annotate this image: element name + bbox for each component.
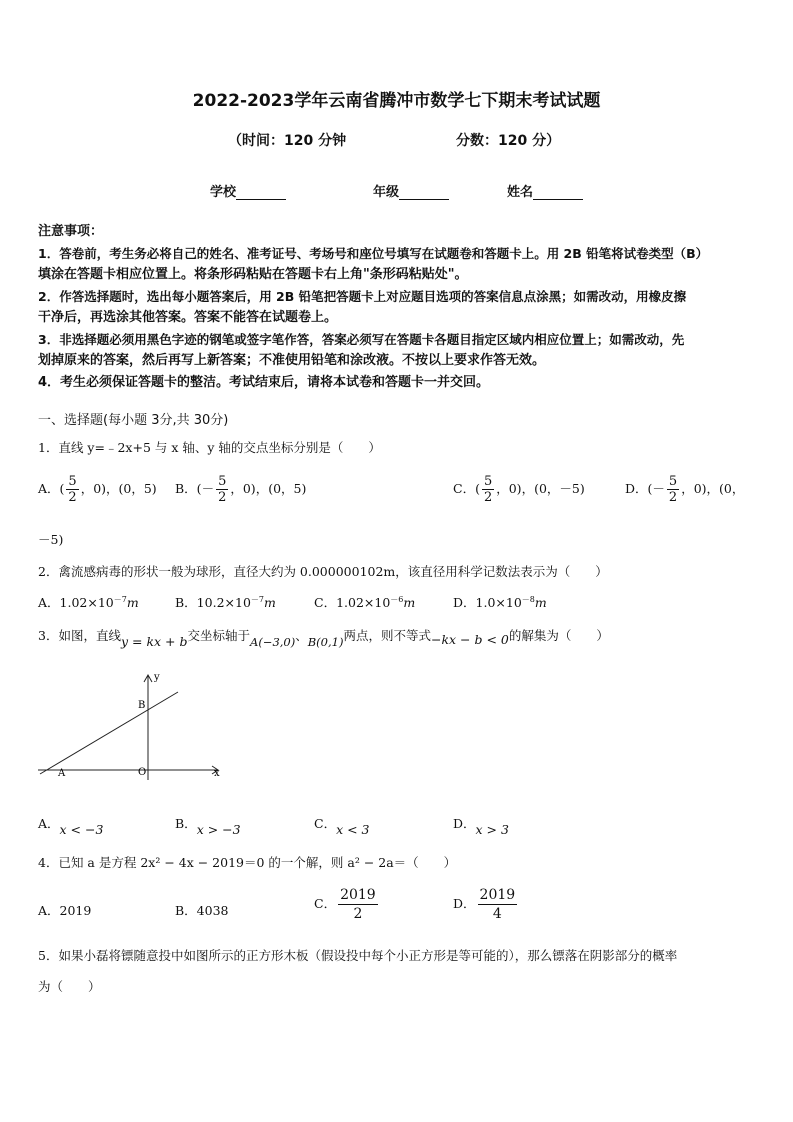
q2-option-d[interactable]: D．$1.0\times 10^{-8}m$	[453, 594, 547, 610]
fraction: $\frac{5}{2}$	[68, 474, 77, 505]
q3-option-d[interactable]: D．x > 3	[453, 816, 509, 837]
notes-heading: 注意事项：	[38, 224, 104, 239]
q1-c-pre: C．(	[453, 481, 480, 496]
fraction: $\frac{2019}{4}$	[479, 887, 516, 922]
notes-line: 2．作答选择题时，选出每小题答案后，用 2B 铅笔把答题卡上对应题目选项的答案信息点涂黑；如需改动，用橡皮擦	[38, 288, 687, 304]
q1-option-d-wrap: －5)	[38, 532, 64, 547]
grade-field	[373, 181, 449, 200]
q3-option-b[interactable]: B．x > −3	[175, 816, 241, 837]
q2-option-b[interactable]: B．$10.2\times 10^{-7}m$	[175, 594, 276, 610]
q1-c-post: ，0)，(0，－5)	[496, 481, 585, 496]
name-label: 姓名	[507, 185, 534, 200]
fraction: $\frac{5}{2}$	[483, 474, 493, 505]
q4-stem: 4．已知 a 是方程 2x² − 4x − 2019＝0 的一个解，则 a² − 2a＝（ ）	[38, 855, 457, 870]
section-heading: 一、选择题(每小题 3分,共 30分)	[38, 413, 229, 428]
point-a-label: A	[58, 768, 66, 779]
notes-line: 4．考生必须保证答题卡的整洁。考试结束后，请将本试卷和答题卡一并交回。	[38, 374, 490, 390]
q1-option-c[interactable]	[453, 474, 585, 505]
q1-stem: 1．直线 y=﹣2x+5 与 x 轴、y 轴的交点坐标分别是（ ）	[38, 440, 381, 455]
q1-a-pre: A．(	[38, 481, 65, 496]
q3-option-a[interactable]: A．x < −3	[38, 816, 104, 837]
q4-option-c[interactable]: C． $\frac{2019}{2}$	[314, 887, 376, 922]
grade-label: 年级	[373, 185, 400, 200]
school-blank	[236, 185, 286, 200]
exam-time: （时间：120 分钟	[228, 133, 347, 149]
fraction: $\frac{2019}{2}$	[340, 887, 376, 922]
notes-block	[38, 221, 762, 393]
q4-option-b[interactable]: B．4038	[175, 903, 229, 918]
school-field	[210, 181, 286, 200]
line-ab	[40, 692, 178, 774]
q1-b-post: ，0)，(0，5)	[230, 481, 307, 496]
fraction: $\frac{5}{2}$	[668, 474, 678, 505]
exam-title: 2022-2023学年云南省腾冲市数学七下期末考试试题	[192, 91, 601, 111]
q5-stem-line1: 5．如果小磊将镖随意投中如图所示的正方形木板（假设投中每个小正方形是等可能的），那么镖落在阴影部分的概率	[38, 948, 678, 963]
q3-stem: 3．如图，直线y = kx + b交坐标轴于A(−3,0)、B(0,1)两点，则不等式−kx − b < 0的解集为（ ）	[38, 628, 609, 649]
q5-stem-line2: 为（ ）	[38, 979, 101, 994]
x-axis-label: x	[214, 768, 220, 779]
q4-option-a[interactable]: A．2019	[38, 903, 92, 918]
y-axis-label: y	[154, 672, 160, 683]
name-field	[507, 181, 583, 200]
q4-option-d[interactable]: D． $\frac{2019}{4}$	[453, 887, 516, 922]
q3-line-graph	[36, 668, 226, 783]
point-b-label: B	[138, 700, 146, 711]
q1-d-pre: D．(－	[625, 481, 665, 496]
q1-option-d[interactable]	[625, 474, 744, 505]
q2-option-c[interactable]: C．$1.02\times 10^{-6}m$	[314, 594, 416, 610]
origin-label: O	[138, 767, 147, 778]
q2-stem: 2．禽流感病毒的形状一般为球形，直径大约为 0.000000102m，该直径用科学记数法表示为（ ）	[38, 564, 608, 579]
q1-option-b[interactable]	[175, 474, 306, 505]
fraction: $\frac{5}{2}$	[218, 474, 227, 505]
q1-option-a[interactable]	[38, 474, 157, 505]
notes-line: 干净后，再选涂其他答案。答案不能答在试题卷上。	[38, 310, 338, 325]
q1-a-post: ，0)，(0，5)	[80, 481, 157, 496]
q1-d-post: ，0)，(0，	[681, 481, 745, 496]
q3-option-c[interactable]: C．x < 3	[314, 816, 370, 837]
name-blank	[533, 185, 583, 200]
grade-blank	[399, 185, 449, 200]
q2-option-a[interactable]: A．$1.02\times 10^{-7}m$	[38, 594, 139, 610]
exam-score: 分数：120 分）	[456, 133, 561, 149]
notes-line: 1．答卷前，考生务必将自己的姓名、准考证号、考场号和座位号填写在试题卷和答题卡上。用 2B 铅笔将试卷类型（B）	[38, 245, 709, 261]
q1-b-pre: B．(－	[175, 481, 215, 496]
notes-line: 填涂在答题卡相应位置上。将条形码粘贴在答题卡右上角"条形码粘贴处"。	[38, 267, 468, 282]
notes-line: 划掉原来的答案，然后再写上新答案；不准使用铅笔和涂改液。不按以上要求作答无效。	[38, 353, 546, 368]
school-label: 学校	[210, 185, 237, 200]
notes-line: 3．非选择题必须用黑色字迹的钢笔或签字笔作答，答案必须写在答题卡各题目指定区域内相应位置上；如需改动，先	[38, 331, 685, 347]
